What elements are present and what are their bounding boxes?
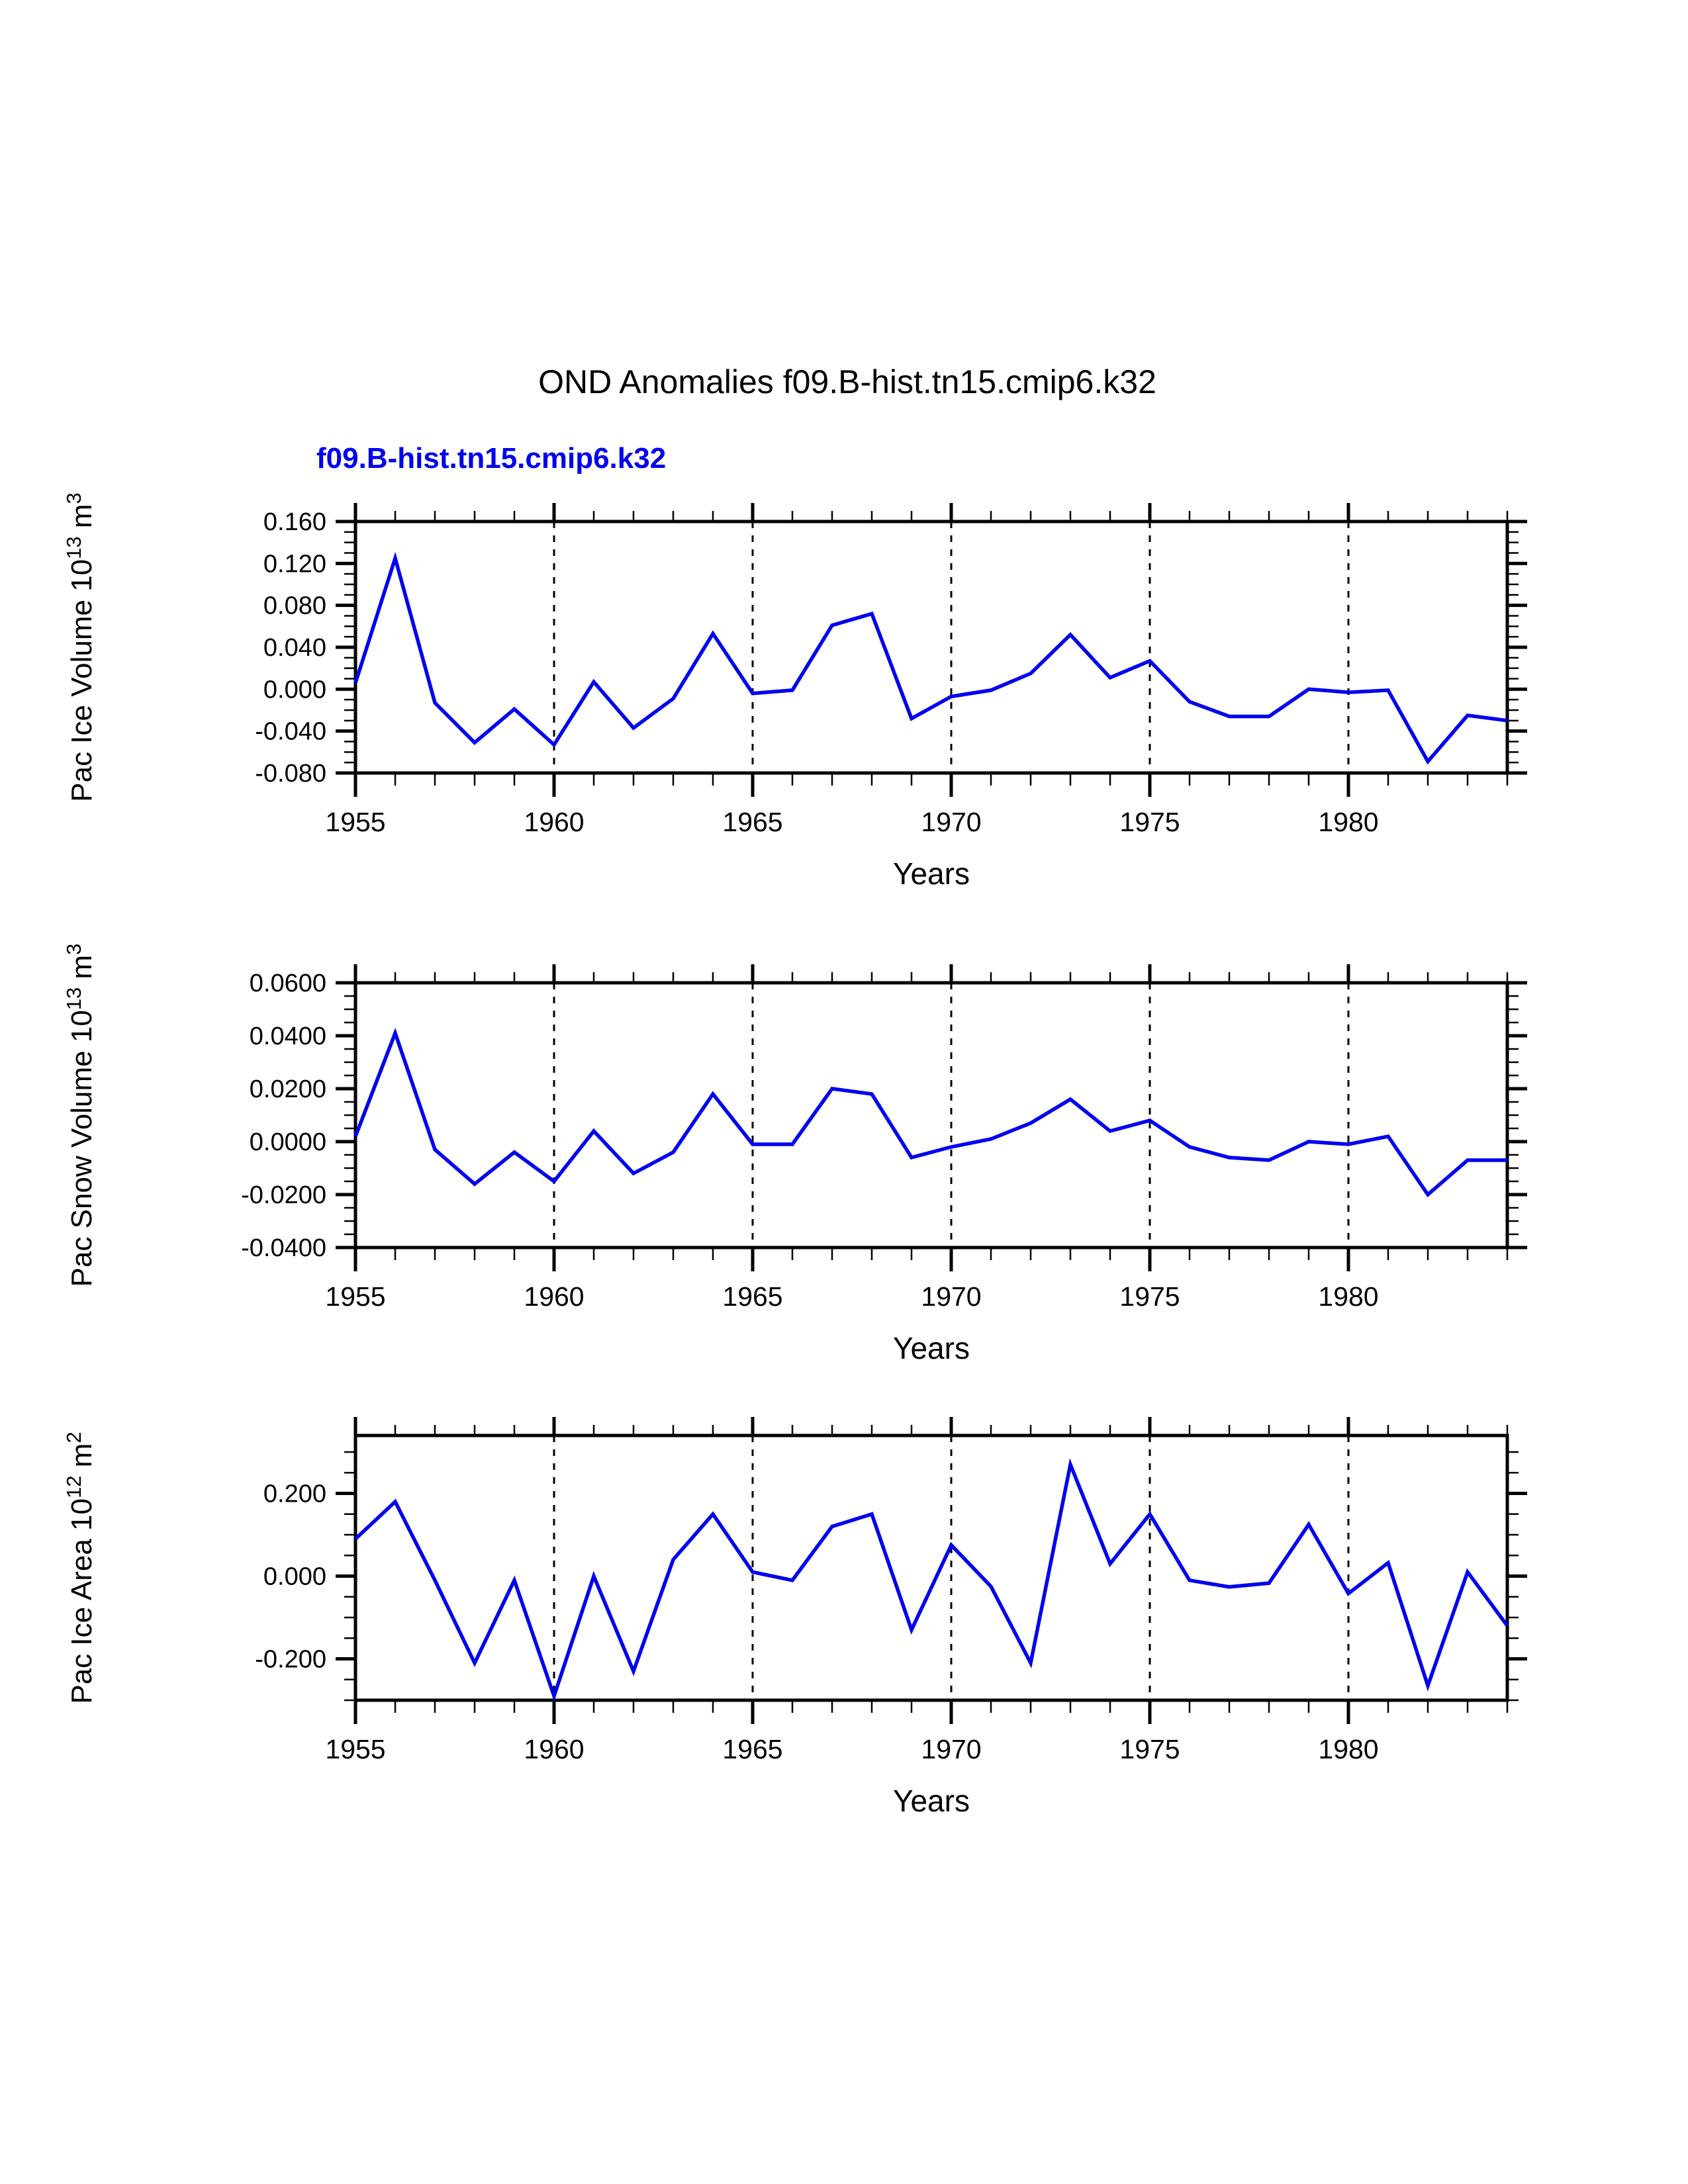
y-tick-label: 0.040	[263, 634, 326, 662]
pac-ice-volume-line	[355, 558, 1507, 761]
y-tick-label: 0.0600	[249, 970, 326, 997]
x-tick-label: 1965	[722, 1734, 783, 1764]
x-tick-label: 1970	[921, 1281, 982, 1312]
y-tick-label: 0.160	[263, 508, 326, 536]
y-tick-label: 0.000	[263, 676, 326, 704]
x-axis-title: Years	[893, 1784, 970, 1818]
case-label: f09.B-hist.tn15.cmip6.k32	[316, 442, 667, 475]
y-tick-label: -0.080	[255, 760, 326, 788]
y-tick-label: 0.0000	[249, 1128, 326, 1156]
y-tick-label: 0.200	[263, 1480, 326, 1508]
x-tick-label: 1980	[1318, 1734, 1379, 1764]
x-tick-label: 1980	[1318, 1281, 1379, 1312]
y-tick-label: -0.200	[255, 1645, 326, 1674]
y-axis-title: Pac Ice Volume $10^{13}$ $m^3$	[62, 492, 98, 802]
x-tick-label: 1960	[524, 1734, 585, 1764]
plot-frame	[355, 522, 1507, 773]
chart-title: OND Anomalies f09.B-hist.tn15.cmip6.k32	[538, 363, 1156, 400]
y-tick-label: 0.0200	[249, 1075, 326, 1103]
pac-ice-area-plot	[0, 1349, 1688, 1826]
pac-ice-volume-plot	[0, 435, 1688, 899]
x-tick-label: 1965	[722, 807, 783, 837]
x-tick-label: 1955	[325, 1734, 386, 1764]
x-tick-label: 1975	[1119, 1281, 1180, 1312]
x-tick-label: 1960	[524, 807, 585, 837]
pac-snow-volume-line	[355, 1033, 1507, 1195]
y-tick-label: -0.040	[255, 717, 326, 746]
pac-snow-volume-plot	[0, 897, 1688, 1373]
x-tick-label: 1980	[1318, 807, 1379, 837]
y-axis-title: Pac Snow Volume $10^{13}$ $m^3$	[62, 943, 98, 1287]
y-tick-label: 0.0400	[249, 1023, 326, 1050]
y-axis-title: Pac Ice Area $10^{12}$ $m^2$	[62, 1432, 98, 1704]
x-axis-title: Years	[893, 1331, 970, 1365]
y-tick-label: 0.120	[263, 550, 326, 578]
y-tick-label: 0.000	[263, 1563, 326, 1591]
x-tick-label: 1965	[722, 1281, 783, 1312]
pac-ice-area-line	[355, 1465, 1507, 1696]
x-tick-label: 1970	[921, 1734, 982, 1764]
x-tick-label: 1960	[524, 1281, 585, 1312]
x-tick-label: 1955	[325, 1281, 386, 1312]
x-tick-label: 1975	[1119, 1734, 1180, 1764]
y-tick-label: 0.080	[263, 592, 326, 620]
y-tick-label: -0.0400	[241, 1234, 326, 1262]
y-tick-label: -0.0200	[241, 1181, 326, 1209]
x-axis-title: Years	[893, 856, 970, 891]
x-tick-label: 1970	[921, 807, 982, 837]
x-tick-label: 1955	[325, 807, 386, 837]
plot-frame	[355, 983, 1507, 1248]
x-tick-label: 1975	[1119, 807, 1180, 837]
